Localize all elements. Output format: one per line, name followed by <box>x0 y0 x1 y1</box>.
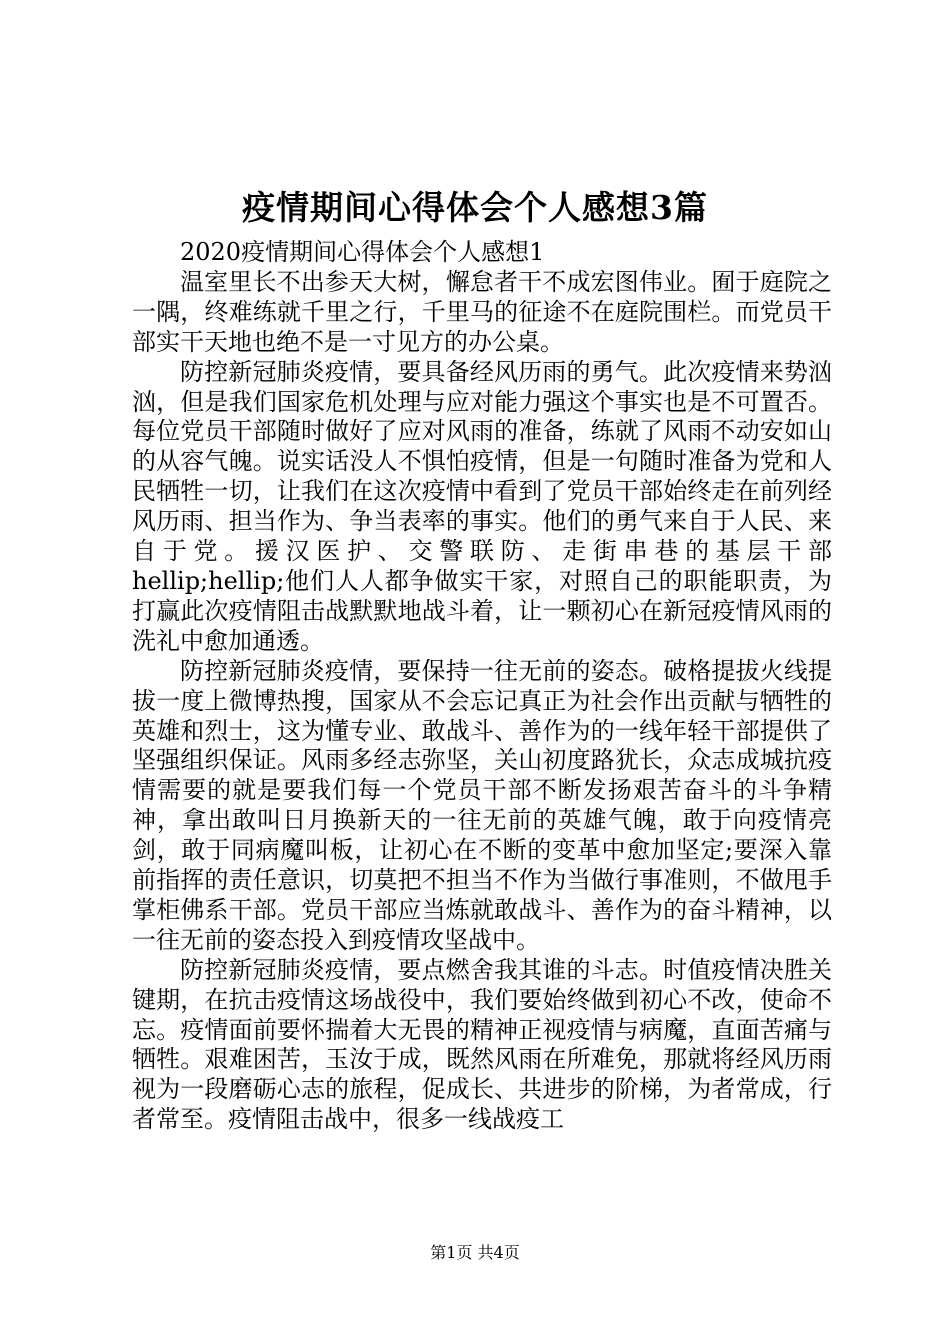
page-number-footer: 第1页 共4页 <box>430 1243 520 1262</box>
page-title: 疫情期间心得体会个人感想3篇 <box>242 188 708 227</box>
paragraph-3: 防控新冠肺炎疫情，要保持一往无前的姿态。破格提拔火线提拔一度上微博热搜，国家从不会忘记真正为社会作出贡献与牺牲的英雄和烈士，这为懂专业、敢战斗、善作为的一线年轻干部提供了坚强组织保证。风雨多经志弥坚，关山初度路犹长，众志成城抗疫情需要的就是要我们每一个党员干部不断发扬艰苦奋斗的斗争精神，拿出敢叫日月换新天的一往无前的英雄气魄，敢于向疫情亮剑，敢于同病魔叫板，让初心在不断的变革中愈加坚定;要深入靠前指挥的责任意识，切莫把不担当不作为当做行事准则，不做甩手掌柜佛系干部。党员干部应当炼就敢战斗、善作为的奋斗精神，以一往无前的姿态投入到疫情攻坚战中。 <box>132 656 832 954</box>
paragraph-2: 防控新冠肺炎疫情，要具备经风历雨的勇气。此次疫情来势汹汹，但是我们国家危机处理与应对能力强这个事实也是不可置否。每位党员干部随时做好了应对风雨的准备，练就了风雨不动安如山的从容气魄。说实话没人不惧怕疫情，但是一句随时准备为党和人民牺牲一切，让我们在这次疫情中看到了党员干部始终走在前列经风历雨、担当作为、争当表率的事实。他们的勇气来自于人民、来自于党。援汉医护、交警联防、走街串巷的基层干部hellip;hellip;他们人人都争做实干家，对照自己的职能职责，为打赢此次疫情阻击战默默地战斗着，让一颗初心在新冠疫情风雨的洗礼中愈加通透。 <box>132 357 832 655</box>
section-subtitle: 2020疫情期间心得体会个人感想1 <box>180 238 545 266</box>
paragraph-1: 温室里长不出参天大树，懈怠者干不成宏图伟业。囿于庭院之一隅，终难练就千里之行，千里马的征途不在庭院围栏。而党员干部实干天地也绝不是一寸见方的办公桌。 <box>132 267 832 356</box>
paragraph-4: 防控新冠肺炎疫情，要点燃舍我其谁的斗志。时值疫情决胜关键期，在抗击疫情这场战役中，我们要始终做到初心不改，使命不忘。疫情面前要怀揣着大无畏的精神正视疫情与病魔，直面苦痛与牺牲。艰难困苦，玉汝于成，既然风雨在所难免，那就将经风历雨视为一段磨砺心志的旅程，促成长、共进步的阶梯，为者常成，行者常至。疫情阻击战中，很多一线战疫工 <box>132 955 832 1134</box>
document-body <box>132 238 832 1135</box>
